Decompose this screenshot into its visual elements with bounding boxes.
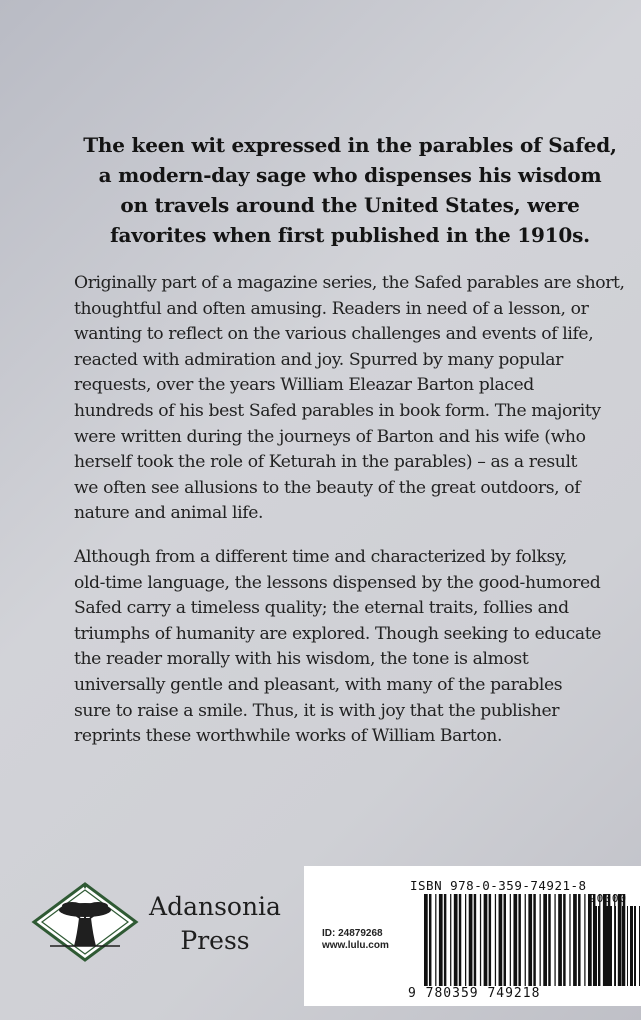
- barcode-stripe: [518, 894, 520, 986]
- barcode-stripe: [543, 894, 547, 986]
- paragraph-line: nature and animal life.: [74, 503, 264, 524]
- barcode-stripe: [474, 894, 476, 986]
- barcode-stripe: [528, 894, 532, 986]
- barcode-panel: [304, 866, 641, 1006]
- barcode-stripe: [603, 906, 604, 986]
- barcode-stripe: [578, 894, 580, 986]
- publisher-name-line1: Adansonia: [149, 892, 281, 921]
- barcode-stripe: [618, 906, 621, 986]
- lead-blurb: [60, 130, 640, 250]
- barcode-stripe: [513, 894, 517, 986]
- lead-line: a modern-day sage who dispenses his wisdom: [98, 163, 602, 187]
- lulu-id: ID: 24879268: [322, 928, 383, 939]
- lulu-id-block: [322, 928, 389, 952]
- paragraph-line: universally gentle and pleasant, with many of the parables: [74, 674, 563, 695]
- paragraph-line: wanting to reflect on the various challenges and events of life,: [74, 324, 594, 345]
- barcode-stripe: [615, 906, 616, 986]
- barcode-stripe: [489, 894, 491, 986]
- barcode-stripe: [630, 906, 633, 986]
- price-code: 90000: [589, 892, 628, 905]
- barcode-stripe: [480, 894, 481, 986]
- publisher-name: [140, 890, 290, 958]
- paragraph-line: reacted with admiration and joy. Spurred by many popular: [74, 349, 563, 370]
- barcode-stripe: [495, 894, 496, 986]
- lead-line: on travels around the United States, were: [120, 193, 580, 217]
- baobab-tree-diamond-icon: [30, 880, 140, 962]
- barcode-stripe: [499, 894, 503, 986]
- barcode-stripe: [459, 894, 461, 986]
- barcode-stripe: [424, 894, 428, 986]
- barcode-stripe: [454, 894, 458, 986]
- paragraph-2: [74, 545, 640, 750]
- barcode-stripe: [569, 894, 570, 986]
- paragraph-line: sure to raise a smile. Thus, it is with joy that the publisher: [74, 700, 560, 721]
- barcode-stripe: [469, 894, 473, 986]
- paragraph-line: herself took the role of Keturah in the parables) – as a result: [74, 452, 578, 473]
- paragraph-line: the reader morally with his wisdom, the tone is almost: [74, 649, 529, 670]
- barcode-stripe: [606, 906, 609, 986]
- barcode-stripe: [588, 894, 592, 986]
- paragraph-line: Although from a different time and characterized by folksy,: [74, 547, 567, 567]
- barcode-stripe: [533, 894, 535, 986]
- price-barcode: [594, 906, 641, 986]
- barcode-stripe: [435, 894, 436, 986]
- barcode-stripe: [450, 894, 451, 986]
- barcode-stripe: [594, 906, 597, 986]
- barcode-stripe: [627, 906, 628, 986]
- isbn-label: ISBN 978-0-359-74921-8: [410, 878, 587, 893]
- paragraph-1: [74, 271, 640, 527]
- ean-digits: 9 780359 749218: [408, 986, 541, 1001]
- paragraph-line: Safed carry a timeless quality; the eternal traits, follies and: [74, 598, 569, 619]
- barcode-stripe: [525, 894, 526, 986]
- lulu-site: www.lulu.com: [322, 940, 389, 951]
- barcode-stripe: [573, 894, 577, 986]
- lead-line: The keen wit expressed in the parables of Safed,: [83, 133, 617, 157]
- paragraph-line: we often see allusions to the beauty of the great outdoors, of: [74, 477, 581, 498]
- paragraph-line: hundreds of his best Safed parables in book form. The majority: [74, 400, 601, 421]
- barcode-stripe: [598, 906, 600, 986]
- paragraph-line: reprints these worthwhile works of William Barton.: [74, 726, 503, 747]
- paragraph-line: thoughtful and often amusing. Readers in need of a lesson, or: [74, 298, 589, 319]
- paragraph-line: Originally part of a magazine series, the Safed parables are short,: [74, 273, 625, 293]
- paragraph-line: old-time language, the lessons dispensed by the good-humored: [74, 572, 601, 593]
- paragraph-line: triumphs of humanity are explored. Though seeking to educate: [74, 623, 601, 644]
- barcode-stripe: [444, 894, 446, 986]
- barcode-stripe: [563, 894, 565, 986]
- paragraph-line: were written during the journeys of Barton and his wife (who: [74, 426, 586, 447]
- barcode-stripe: [484, 894, 488, 986]
- paragraph-line: requests, over the years William Eleazar Barton placed: [74, 375, 534, 396]
- barcode-stripe: [510, 894, 511, 986]
- barcode-stripe: [554, 894, 555, 986]
- barcode-stripe: [439, 894, 443, 986]
- lead-line: favorites when first published in the 1910s.: [110, 223, 590, 247]
- barcode-stripe: [558, 894, 562, 986]
- barcode-stripe: [465, 894, 466, 986]
- barcode-stripe: [548, 894, 550, 986]
- barcode-stripe: [504, 894, 506, 986]
- publisher-name-line2: Press: [180, 926, 250, 955]
- barcode-stripe: [540, 894, 541, 986]
- barcode-stripe: [429, 894, 431, 986]
- barcode-stripe: [584, 894, 585, 986]
- barcode-stripe: [622, 906, 624, 986]
- barcode-stripe: [634, 906, 636, 986]
- barcode-stripe: [610, 906, 612, 986]
- barcode-stripe: [639, 906, 640, 986]
